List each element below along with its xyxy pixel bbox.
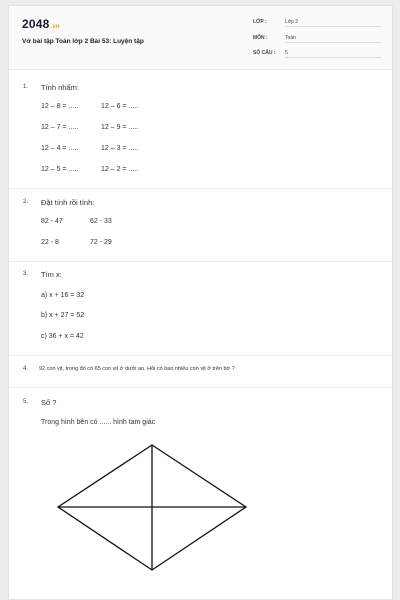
meta-count-value: 5 (285, 50, 381, 58)
q5-text: Trong hình bên có ...... hình tam giác (41, 419, 156, 426)
q3-number: 3. (23, 271, 29, 277)
q3-item-c: c) 36 + x = 42 (41, 333, 84, 340)
q3-item-a: a) x + 16 = 32 (41, 292, 85, 299)
meta-class-value: Lớp 2 (285, 19, 381, 27)
q2-title: Đặt tính rồi tính: (41, 198, 95, 207)
meta-class-label: LỚP : (253, 19, 267, 25)
q2-row1-left: 82 - 47 (41, 218, 63, 225)
logo-text: 2048 (22, 17, 50, 31)
q1-row1-right: 12 – 6 = ..... (101, 103, 139, 110)
q2-row2-left: 22 - 8 (41, 239, 59, 246)
q5-number: 5. (23, 399, 29, 405)
q1-row2-left: 12 – 7 = ..... (41, 124, 79, 131)
q1-number: 1. (23, 84, 29, 90)
q1-row1-left: 12 – 8 = ..... (41, 103, 79, 110)
q2-row1-right: 62 - 33 (90, 218, 112, 225)
divider (9, 355, 392, 356)
q1-row4-left: 12 – 5 = ..... (41, 166, 79, 173)
q1-row2-right: 12 – 9 = ..... (101, 124, 139, 131)
worksheet (8, 5, 393, 600)
worksheet-header (9, 6, 392, 70)
divider (9, 188, 392, 189)
meta-subject-label: MÔN : (253, 35, 268, 41)
divider (9, 387, 392, 388)
q2-number: 2. (23, 199, 29, 205)
site-logo[interactable] (22, 17, 60, 31)
logo-domain: .vn (50, 24, 60, 30)
q4-number: 4. (23, 366, 29, 372)
divider (9, 261, 392, 262)
q3-item-b: b) x + 27 = 52 (41, 312, 85, 319)
q5-title: Số ? (41, 398, 57, 407)
q1-row4-right: 12 – 2 = ..... (101, 166, 139, 173)
rhombus-figure (57, 443, 257, 573)
q1-title: Tính nhẩm: (41, 83, 79, 92)
q1-row3-left: 12 – 4 = ..... (41, 145, 79, 152)
meta-count-label: SỐ CÂU : (253, 50, 276, 56)
document-title: Vở bài tập Toán lớp 2 Bài 53: Luyện tập (22, 38, 144, 45)
q4-text: 92 con vịt, trong đó có 65 con vịt ở dưới ao. Hỏi có bao nhiêu con vịt ở trên bờ ? (39, 366, 235, 372)
meta-subject-value: Toán (285, 35, 381, 43)
q3-title: Tìm x: (41, 270, 62, 279)
q2-row2-right: 72 - 29 (90, 239, 112, 246)
q1-row3-right: 12 – 3 = ..... (101, 145, 139, 152)
